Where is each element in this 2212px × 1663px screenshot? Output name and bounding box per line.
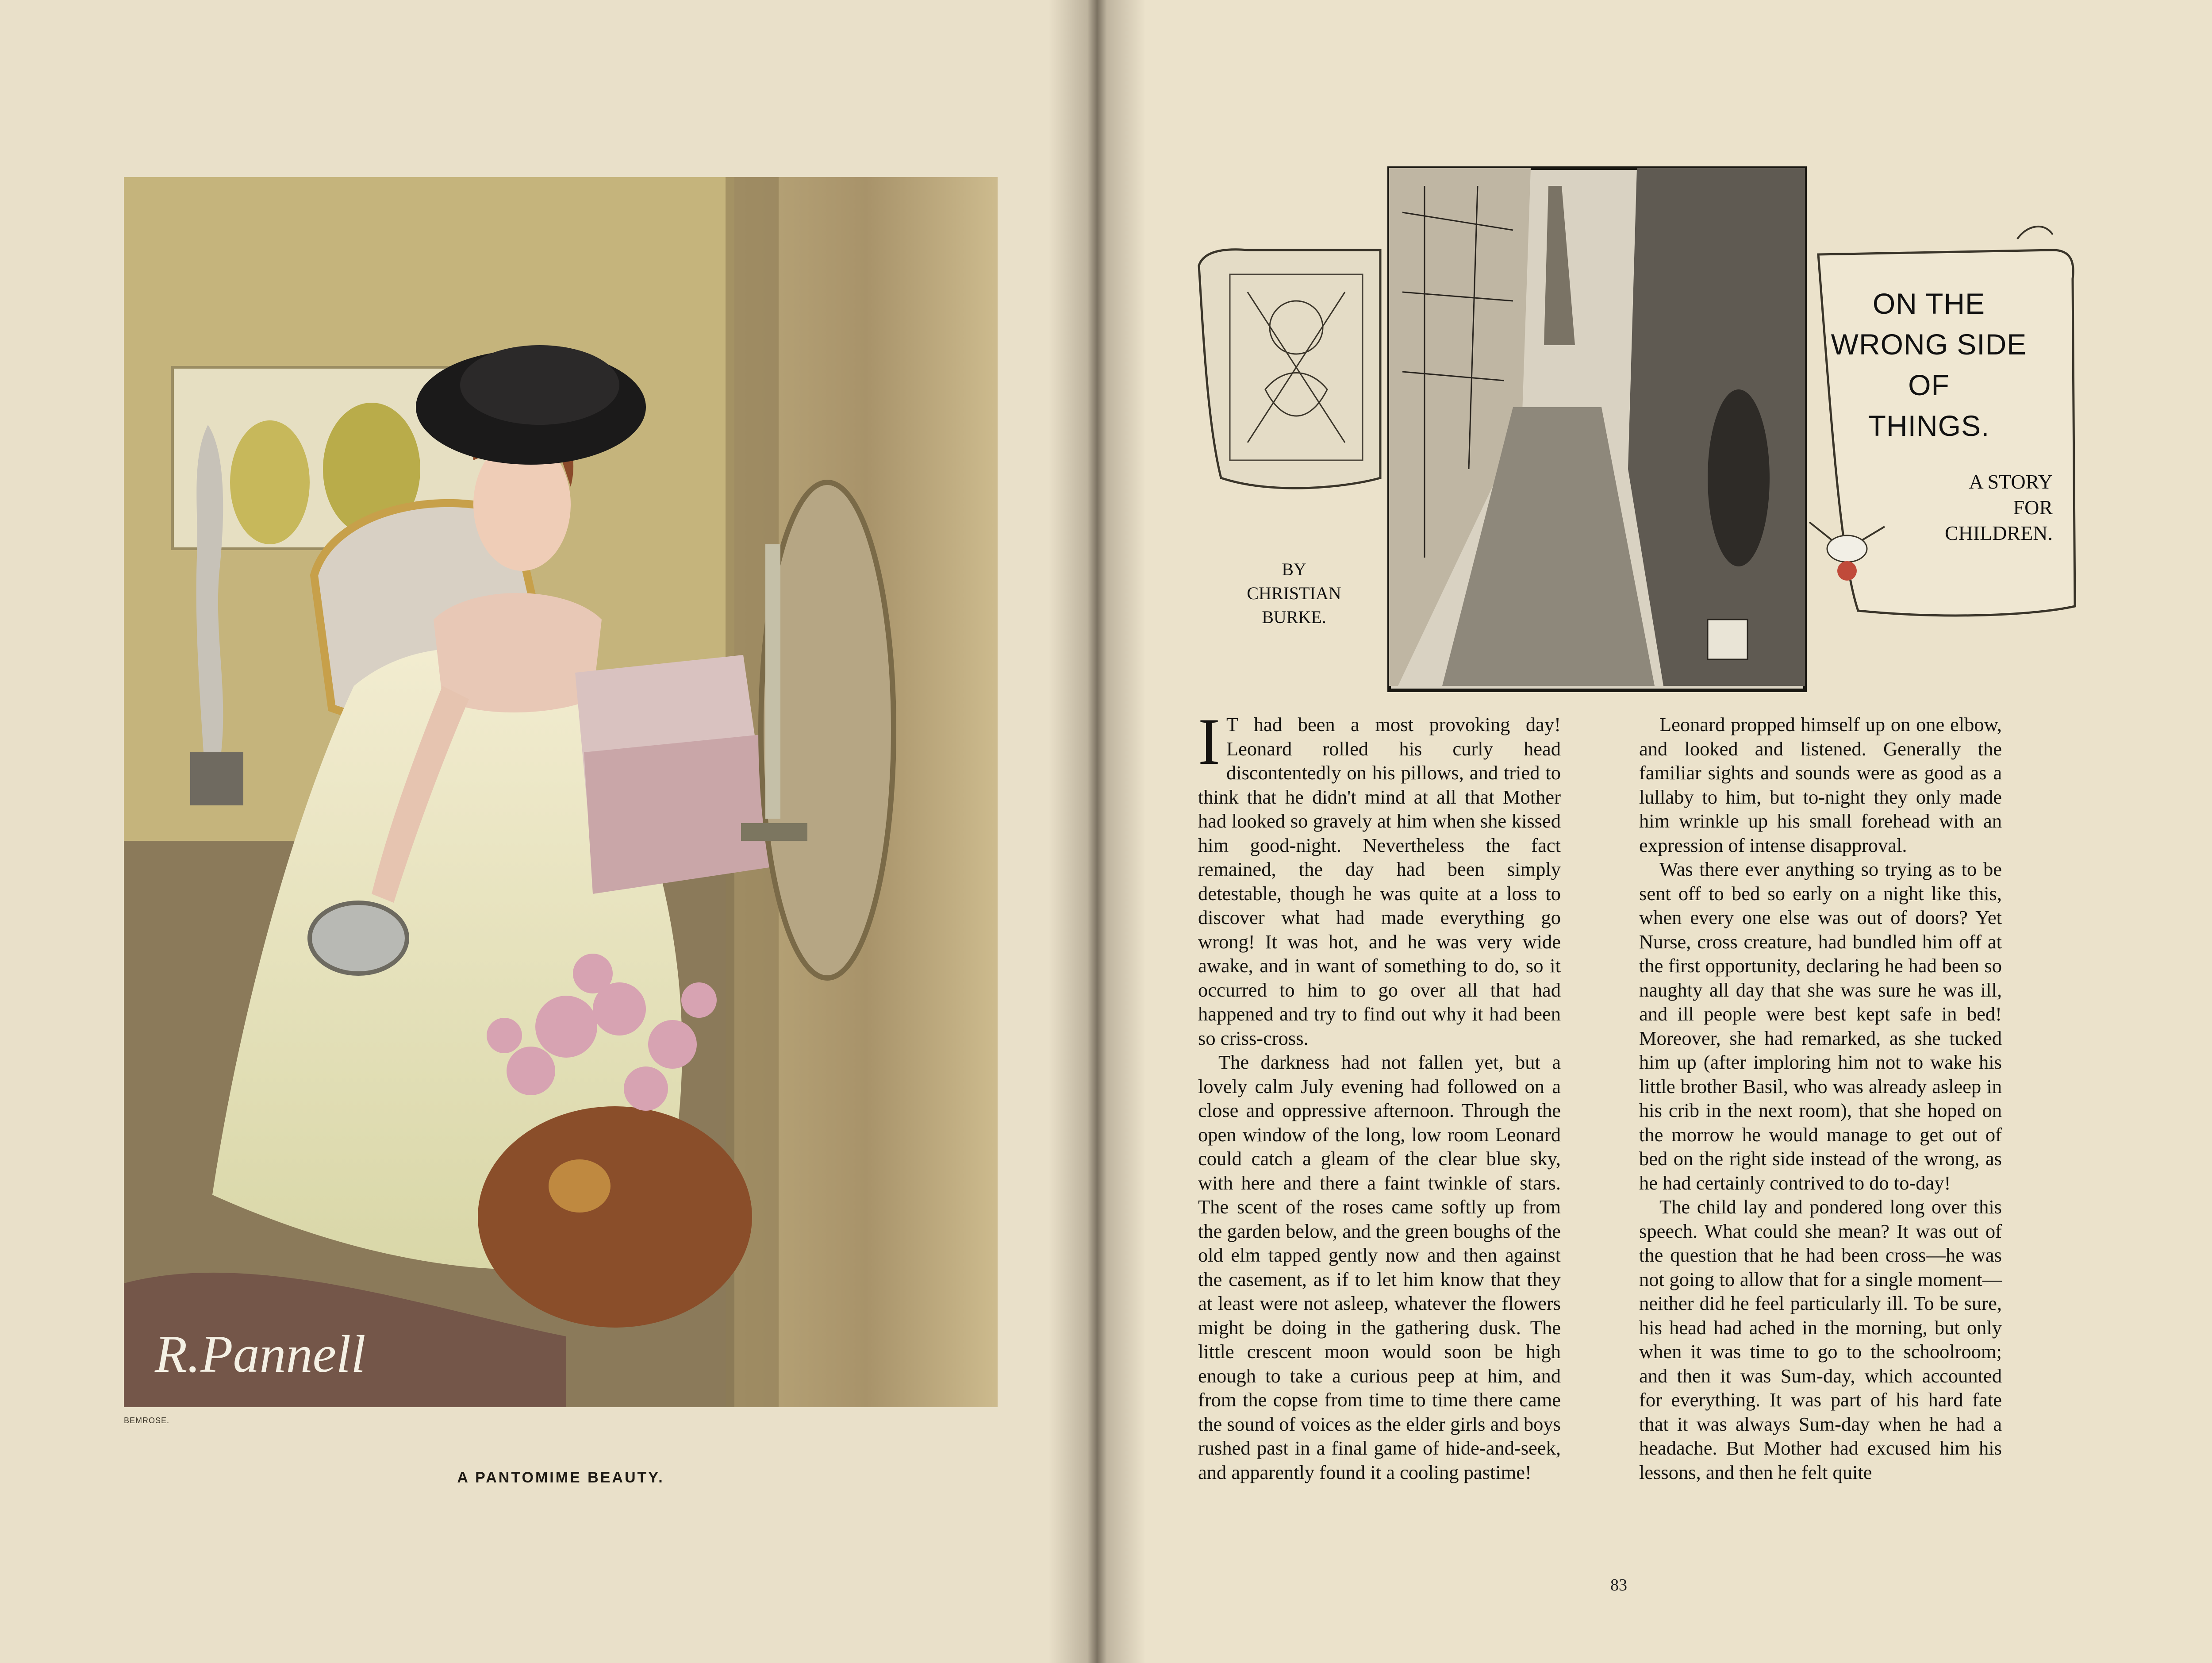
author-byline bbox=[1221, 558, 1367, 629]
painting-artwork bbox=[124, 177, 998, 1407]
heraldic-panel bbox=[1199, 250, 1380, 488]
wall-picture-figure bbox=[230, 420, 310, 544]
candlestick bbox=[765, 544, 780, 819]
lantern-box bbox=[1708, 620, 1747, 659]
story-title bbox=[1796, 283, 2062, 446]
byline-line: BY bbox=[1282, 559, 1306, 579]
title-line: WRONG SIDE bbox=[1831, 328, 2027, 361]
hand-mirror bbox=[310, 903, 407, 974]
paragraph: I T had been a most provoking day! Leonard rolled his curly head discontentedly on his pillows, and tried to think that he didn't mind at all that Mother had looked so gravely at him when she kissed him good-night. Nevertheless the fact remained, the day had been simply detestable, though he was quite at a loss to discover what had made everything go wrong! It was hot, and he was very wide awake, and in want of something to do, so it occurred to him to go over all that had happened and try to find out why it had been so criss-cross. bbox=[1198, 705, 1561, 1049]
statuette-base bbox=[190, 752, 243, 805]
paragraph: The child lay and pondered long over this speech. What could she mean? It was out of the question that he had been cross—he was not going to allow that for a single moment—neither did he feel particularly ill. To be sure, his head had ached in the morning, but only when it was time to go to the schoolroom; and then it was Sum-day, which accounted for everything. It was part of his hard fate that it was always Sum-day when he had a headache. But Mother had excused him his lessons, and then he felt quite bbox=[1639, 1196, 2002, 1483]
story-subtitle bbox=[1858, 469, 2053, 546]
cloaked-figure bbox=[1708, 389, 1770, 566]
subtitle-line: A STORY bbox=[1969, 470, 2053, 493]
artist-signature: R.Pannell bbox=[155, 1324, 366, 1383]
drop-cap: I bbox=[1198, 705, 1220, 778]
plate-caption: A PANTOMIME BEAUTY. bbox=[457, 1469, 664, 1486]
text-column-left bbox=[1198, 705, 1561, 1484]
title-line: THINGS. bbox=[1868, 409, 1990, 442]
flower-pot bbox=[478, 1106, 752, 1328]
pantomime-beauty-illustration bbox=[124, 177, 998, 1407]
subtitle-line: FOR bbox=[2013, 496, 2053, 519]
vanity-mirror bbox=[761, 482, 894, 978]
title-line: ON THE bbox=[1872, 287, 1985, 320]
book-gutter bbox=[1048, 0, 1146, 1663]
paragraph: The darkness had not fallen yet, but a lovely calm July evening had followed on a close and oppressive afternoon. Through the open window of the long, low room Leonard could catch a gleam of the clear blue sky, with here and there a faint twinkle of stars. The scent of the roses came softly up from the garden below, and the green boughs of the old elm tapped gently now and then against the casement, as if to let him know that they at least were not asleep, whatever the flowers might be doing in the gathering dusk. The little crescent moon would soon be high enough to take a curious peep at him, and from the copse from time to time there came the sound of voices as the elder girls and boys rushed past in a final game of hide-and-seek, and apparently found it a cooling pastime! bbox=[1198, 1051, 1561, 1483]
plate-credit: BEMROSE. bbox=[124, 1416, 170, 1425]
byline-line: BURKE. bbox=[1262, 607, 1326, 627]
paragraph: Was there ever anything so trying as to be sent off to bed so early on a night like this, when every one else was out of doors? Yet Nurse, cross creature, had bundled him off at the first opportunity, declaring he had been so naughty all day that she was sure he was ill, and ill people were best kept safe in bed! Moreover, she had remarked, as she tucked him up (after imploring him not to wake his little brother Basil, who was already asleep in his crib in the next room), that she hoped on the morrow he would manage to get out of bed on the right side instead of the wrong, as he had certainly contrived to do to-day! bbox=[1639, 858, 2002, 1194]
byline-line: CHRISTIAN bbox=[1247, 583, 1341, 603]
subtitle-line: CHILDREN. bbox=[1944, 522, 2053, 544]
title-line: OF bbox=[1908, 369, 1950, 401]
paragraph: Leonard propped himself up on one elbow, and looked and listened. Generally the familiar sights and sounds were as good as a lullaby to him, but to-night they only made him wrinkle up his small forehead with an expression of intense disapproval. bbox=[1639, 713, 2002, 856]
page-number: 83 bbox=[1610, 1576, 1627, 1594]
text-column-right bbox=[1639, 712, 2002, 1484]
